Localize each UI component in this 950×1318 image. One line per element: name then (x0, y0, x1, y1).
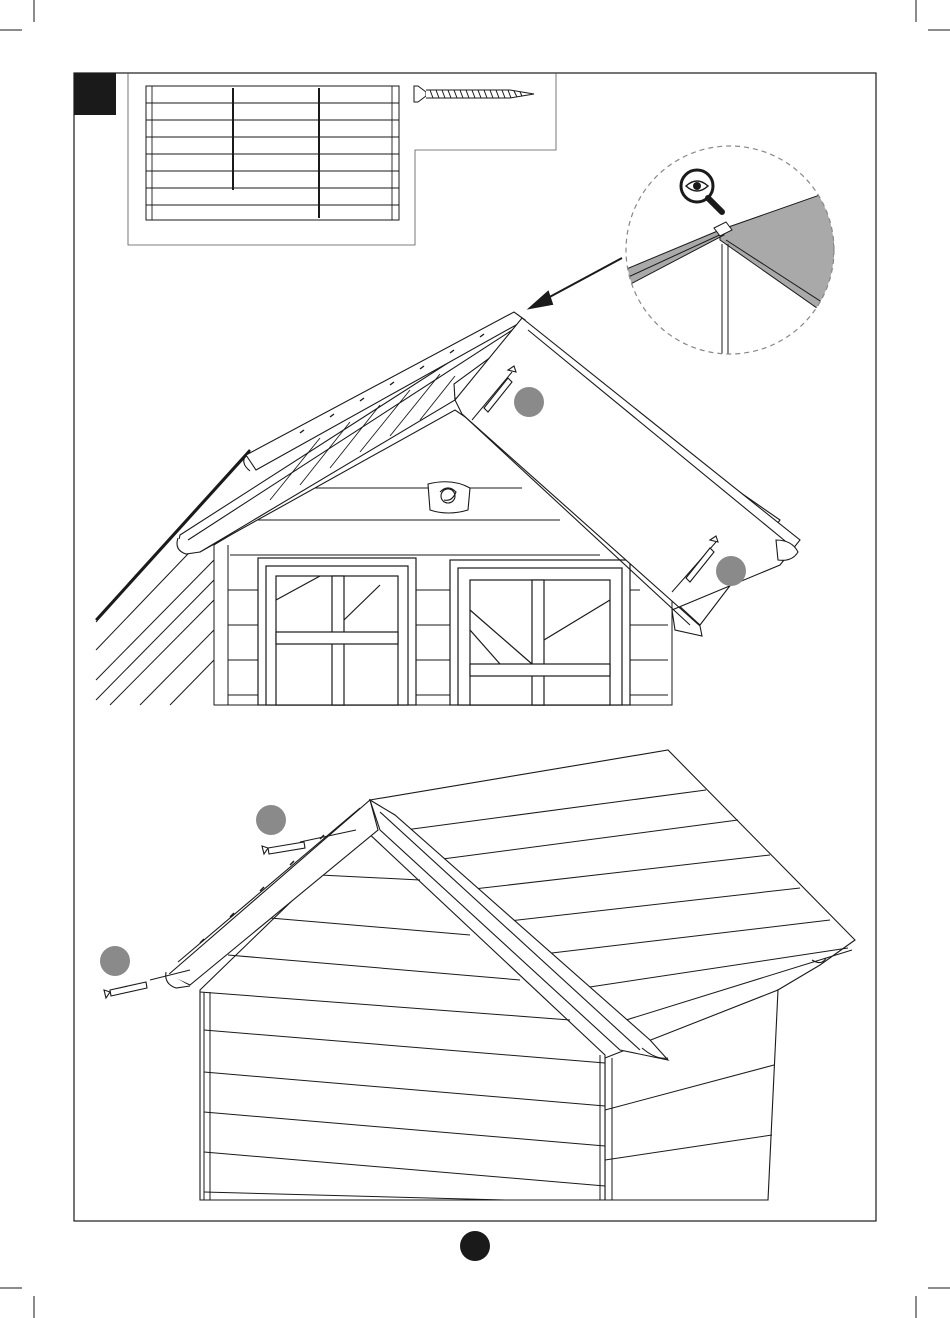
callout-marker (716, 556, 746, 586)
screw-icon (414, 86, 534, 102)
callout-marker (514, 387, 544, 417)
upper-illustration (96, 312, 800, 705)
lower-illustration (104, 750, 855, 1200)
emblem-icon (428, 482, 470, 513)
page-number-icon (460, 1231, 490, 1261)
detail-callout (600, 146, 834, 360)
wall-panel (146, 86, 399, 220)
pointer-arrow (530, 258, 622, 308)
step-badge-icon (74, 73, 116, 115)
callout-marker (256, 805, 286, 835)
callout-marker (100, 946, 130, 976)
